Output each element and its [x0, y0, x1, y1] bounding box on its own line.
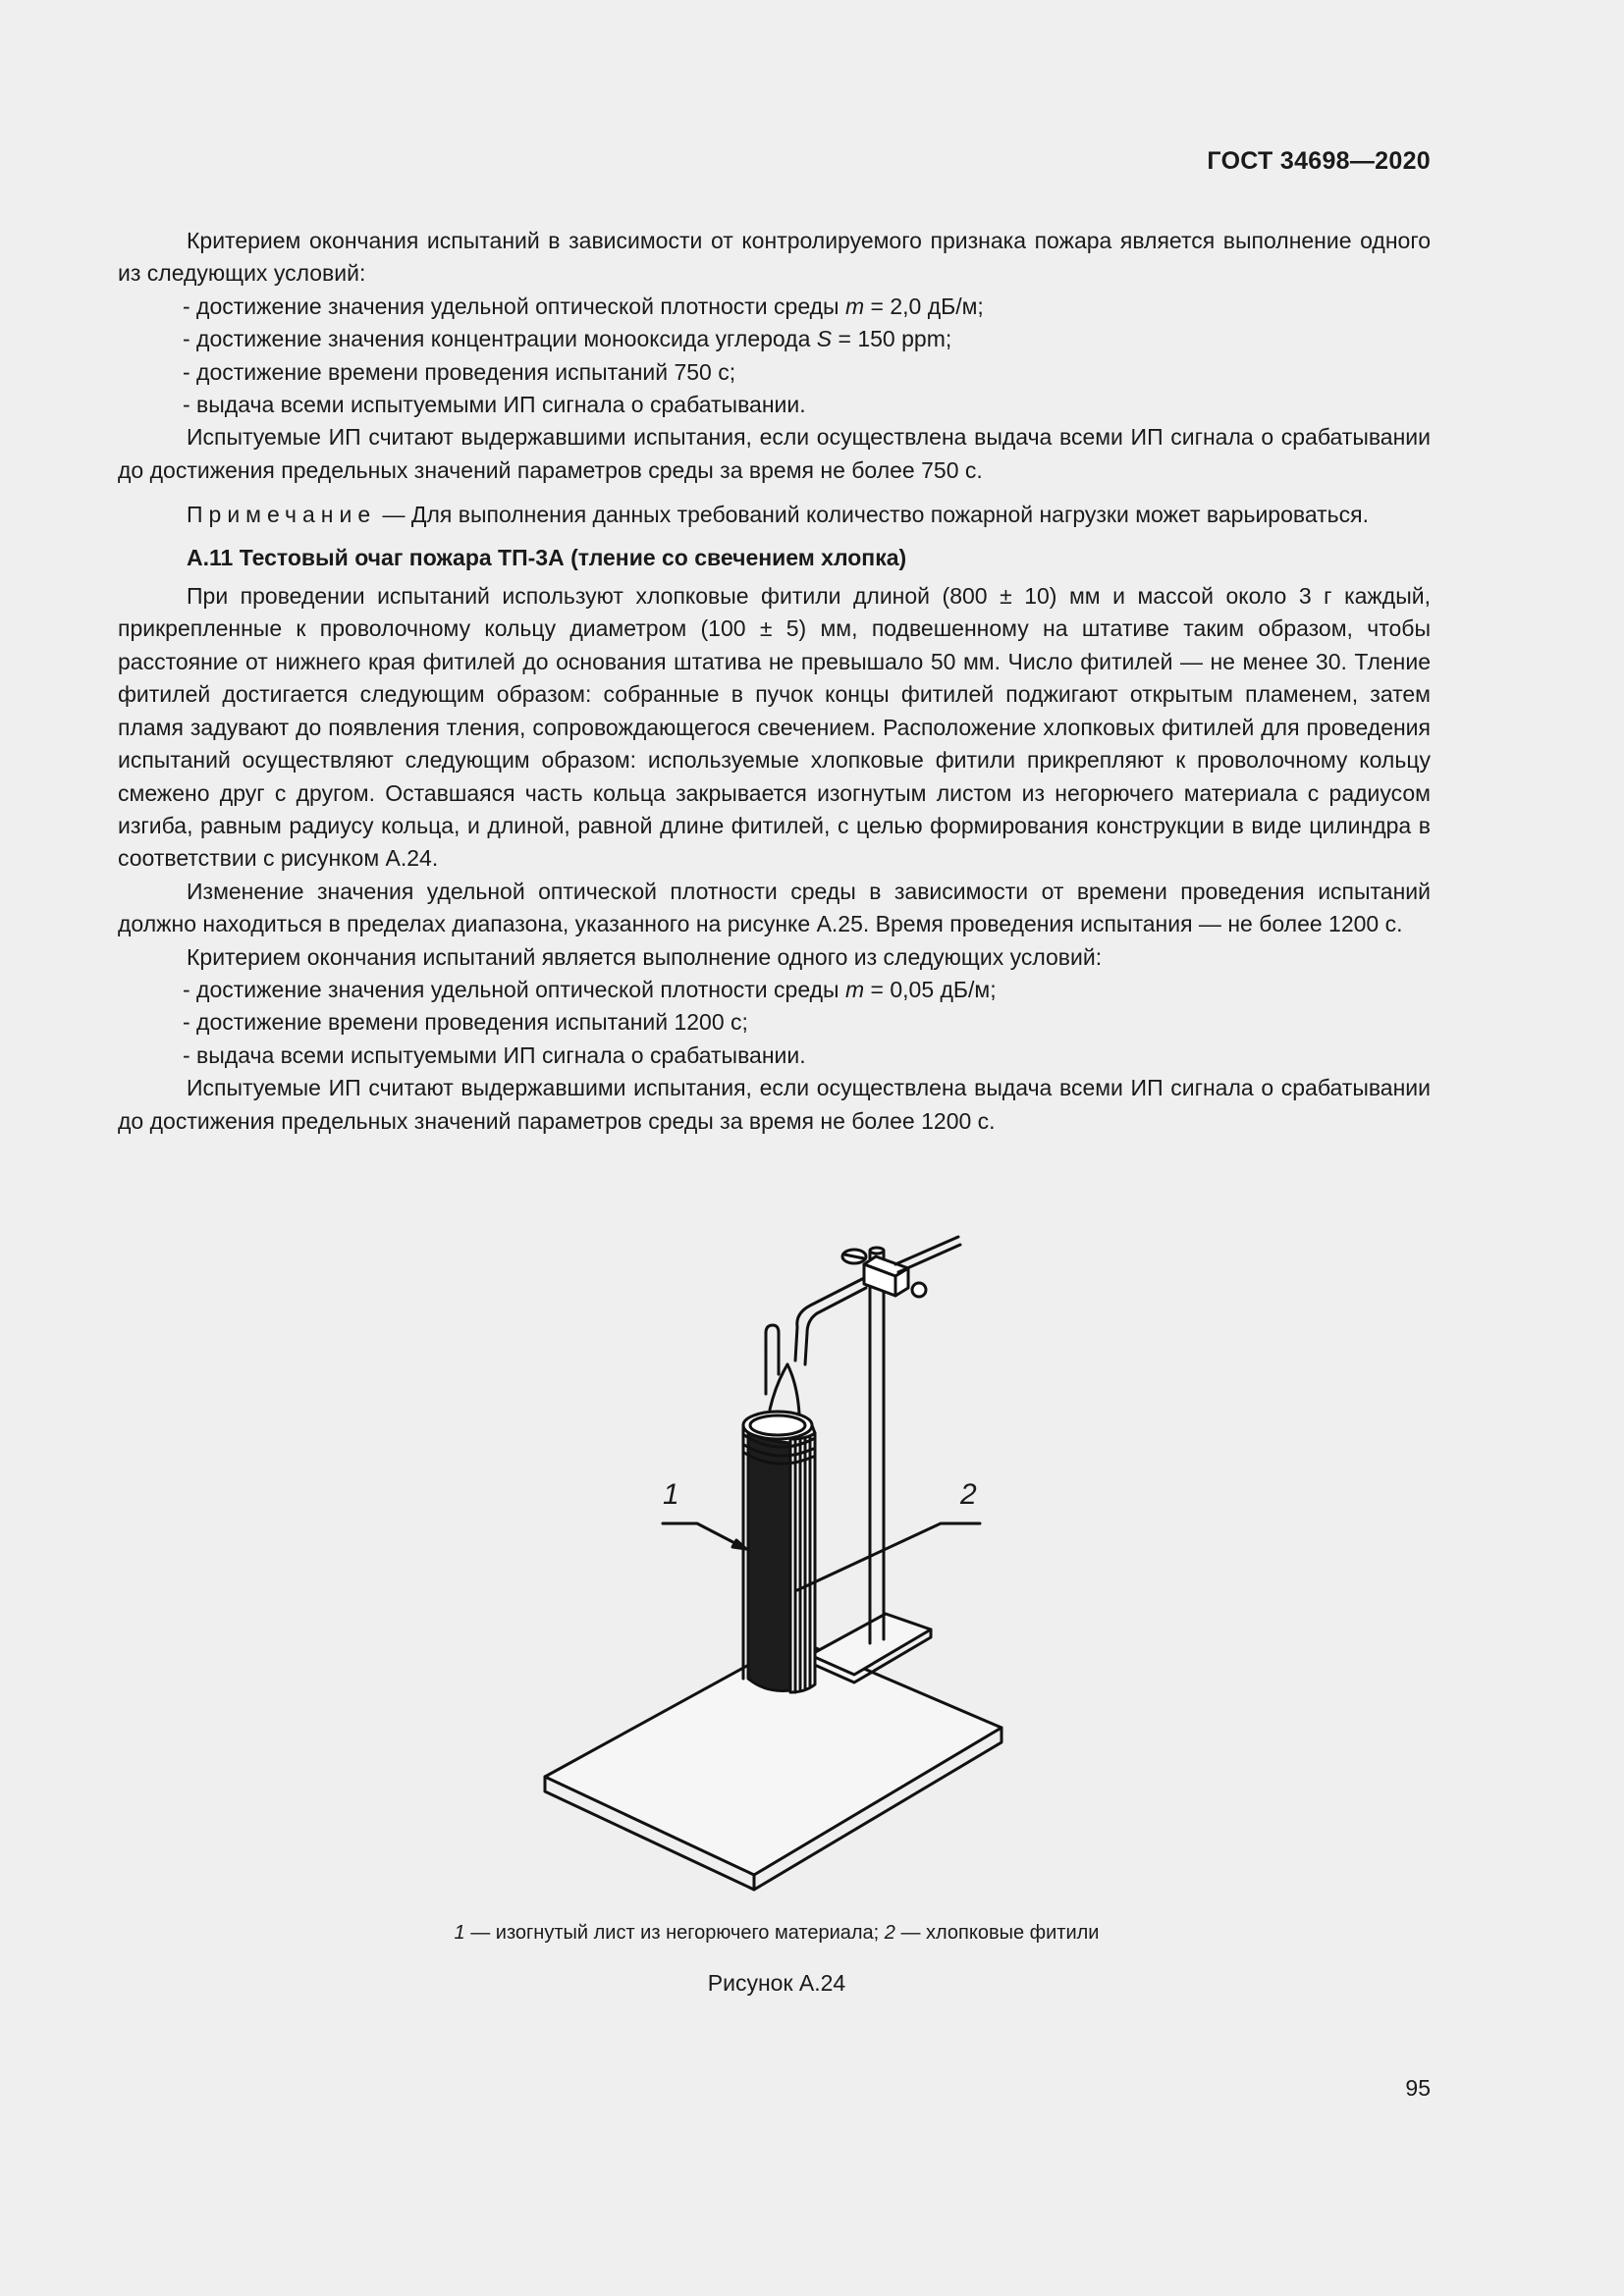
- figure-title: Рисунок А.24: [707, 1970, 846, 1996]
- figure-legend: 1 — изогнутый лист из негорючего материала; 2 — хлопковые фитили: [454, 1922, 1100, 1944]
- list-item: - достижение времени проведения испытаний 750 с;: [183, 358, 736, 385]
- paragraph: Изменение значения удельной оптической плотности среды в зависимости от времени проведения испытаний должно находиться в пределах диапазона, указанного на рисунке А.25. Время проведения испытания — не более 1200 с.: [118, 878, 1431, 937]
- figure-label-1: 1: [663, 1478, 679, 1511]
- list-item: - выдача всеми испытуемыми ИП сигнала о срабатывании.: [183, 1041, 806, 1068]
- list-item: - достижение значения удельной оптической плотности среды m = 2,0 дБ/м;: [183, 293, 984, 319]
- page-number: 95: [1405, 2075, 1431, 2101]
- note: Примечание — Для выполнения данных требований количество пожарной нагрузки может варьироваться.: [187, 502, 1369, 528]
- section-heading: А.11 Тестовый очаг пожара ТП-3А (тление со свечением хлопка): [187, 544, 907, 570]
- list-item: - выдача всеми испытуемыми ИП сигнала о срабатывании.: [183, 392, 806, 418]
- curved-sheet: [748, 1433, 790, 1691]
- leader-line-2: [797, 1523, 980, 1590]
- paragraph: Критерием окончания испытаний является выполнение одного из следующих условий:: [187, 943, 1103, 970]
- figure-a24: [530, 1217, 1021, 1895]
- list-item: - достижение времени проведения испытаний 1200 с;: [183, 1009, 748, 1036]
- paragraph: При проведении испытаний используют хлопковые фитили длиной (800 ± 10) мм и массой около 3 г каждый, прикрепленные к проволочному кольцу диаметром (100 ± 5) мм, подвешенному на штативе таким образом, чтобы расстояние от нижнего края фитилей до основания штатива не превышало 50 мм. Число фитилей — не менее 30. Тление фитилей достигается следующим образом: собранные в пучок концы фитилей поджигают открытым пламенем, затем пламя задувают до появления тления, сопровождающегося свечением. Расположение хлопковых фитилей для проведения испытаний осуществляют следующим образом: используемые хлопковые фитили прикрепляют к проволочному кольцу смежено друг с другом. Оставшаяся часть кольца закрывается изогнутым листом из негорючего материала с радиусом изгиба, равным радиусу кольца, и длиной, равной длине фитилей, с целью формирования конструкции в виде цилиндра в соответствии с рисунком А.24.: [118, 583, 1431, 872]
- document-header: ГОСТ 34698—2020: [1207, 147, 1431, 175]
- paragraph: Испытуемые ИП считают выдержавшими испытания, если осуществлена выдача всеми ИП сигнала о срабатывании до достижения предельных значений параметров среды за время не более 1200 с.: [118, 1075, 1431, 1134]
- list-item: - достижение значения удельной оптической плотности среды m = 0,05 дБ/м;: [183, 976, 997, 1002]
- stand-drawing: [530, 1217, 1021, 1895]
- paragraph: Критерием окончания испытаний в зависимости от контролируемого признака пожара является выполнение одного из следующих условий:: [118, 228, 1431, 287]
- note-label: Примечание: [187, 502, 377, 528]
- paragraph: Испытуемые ИП считают выдержавшими испытания, если осуществлена выдача всеми ИП сигнала о срабатывании до достижения предельных значений параметров среды за время не более 750 с.: [118, 424, 1431, 483]
- figure-label-2: 2: [960, 1478, 977, 1511]
- main-content: [118, 225, 1431, 1138]
- list-item: - достижение значения концентрации монооксида углерода S = 150 ppm;: [183, 326, 952, 352]
